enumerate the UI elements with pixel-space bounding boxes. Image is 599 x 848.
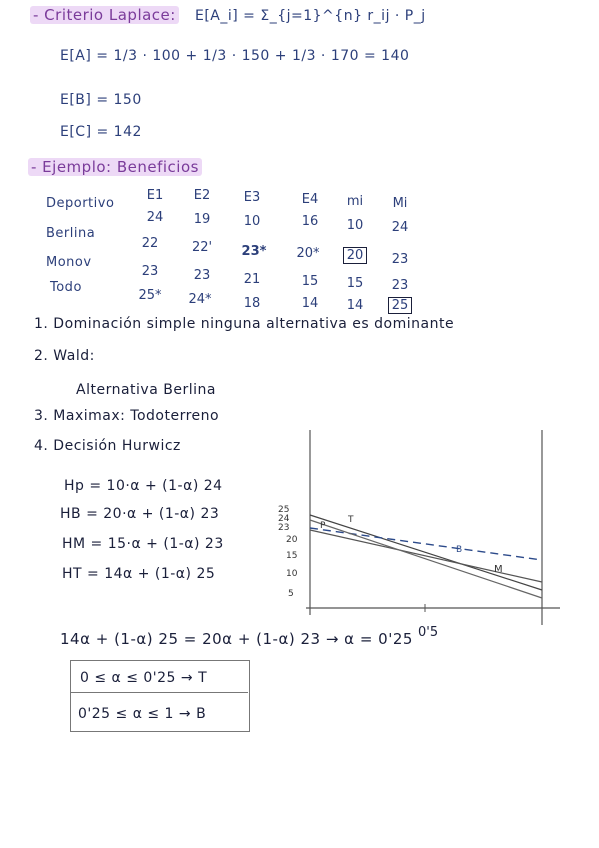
col-header: E4 — [301, 192, 319, 207]
hurwicz-graph — [270, 420, 570, 650]
cell: 14 — [346, 298, 364, 313]
y-tick: 25 — [278, 505, 290, 515]
cell: 22' — [191, 240, 213, 255]
line-label-t: T — [348, 515, 354, 525]
cell: 19 — [193, 212, 211, 227]
criterion-hurwicz: 4. Decisión Hurwicz — [34, 438, 181, 454]
cell: 23 — [193, 268, 211, 283]
line-t — [310, 515, 542, 590]
cell: 21 — [243, 272, 261, 287]
line-label-m: M — [494, 564, 503, 575]
hurwicz-m: HM = 15·α + (1-α) 23 — [62, 536, 224, 552]
y-tick: 23 — [278, 523, 290, 533]
criterion-maximax: 3. Maximax: Todoterreno — [34, 408, 220, 424]
row-name-berlina: Berlina — [46, 226, 96, 241]
y-tick: 24 — [278, 514, 290, 524]
row-name-monov: Monov — [46, 255, 92, 270]
line-m — [310, 530, 542, 582]
col-header: E1 — [146, 188, 164, 203]
col-header: mi — [346, 194, 364, 209]
laplace-line-b: E[B] = 150 — [60, 92, 142, 108]
cell: 10 — [243, 214, 261, 229]
cell-boxed: 20 — [335, 248, 375, 263]
cell: 20* — [296, 246, 320, 261]
cell: 18 — [243, 296, 261, 311]
x-tick-label: 0'5 — [418, 625, 439, 640]
cell: 23 — [391, 252, 409, 267]
line-p — [310, 520, 542, 598]
y-tick: 15 — [286, 551, 298, 561]
wald-result: Alternativa Berlina — [76, 382, 216, 398]
cell: 15 — [346, 276, 364, 291]
cell: 14 — [301, 296, 319, 311]
cell: 23 — [141, 264, 159, 279]
laplace-formula: E[A_i] = Σ_{j=1}^{n} r_ij · P_j — [195, 8, 426, 24]
cell: 23* — [241, 244, 267, 259]
laplace-line-a: E[A] = 1/3 · 100 + 1/3 · 150 + 1/3 · 170 = 140 — [60, 48, 410, 64]
cell: 15 — [301, 274, 319, 289]
y-tick: 10 — [286, 569, 298, 579]
result-divider — [70, 692, 248, 693]
hurwicz-t: HT = 14α + (1-α) 25 — [62, 566, 216, 582]
hurwicz-p: Hp = 10·α + (1-α) 24 — [64, 478, 223, 494]
col-header: E3 — [243, 190, 261, 205]
y-tick: 5 — [288, 589, 294, 599]
line-b-dashed — [310, 528, 542, 560]
cell: 22 — [141, 236, 159, 251]
laplace-line-c: E[C] = 142 — [60, 124, 142, 140]
cell: 10 — [346, 218, 364, 233]
cell-boxed: 25 — [380, 298, 420, 313]
cell: 23 — [391, 278, 409, 293]
cell: 24* — [188, 292, 212, 307]
y-tick: 20 — [286, 535, 298, 545]
row-name-deportivo: Deportivo — [46, 196, 115, 211]
row-name-todo: Todo — [50, 280, 82, 295]
line-label-p: P — [320, 521, 326, 531]
result-t: 0 ≤ α ≤ 0'25 → T — [80, 670, 208, 686]
cell: 25* — [138, 288, 162, 303]
intersection-equation: 14α + (1-α) 25 = 20α + (1-α) 23 → α = 0'25 — [60, 630, 413, 648]
cell: 24 — [391, 220, 409, 235]
line-label-b: B — [456, 545, 463, 555]
col-header: E2 — [193, 188, 211, 203]
criterion-wald: 2. Wald: — [34, 348, 95, 364]
laplace-heading: - Criterio Laplace: — [30, 6, 179, 24]
col-header: Mi — [392, 196, 408, 211]
result-b: 0'25 ≤ α ≤ 1 → B — [78, 706, 207, 722]
cell: 24 — [146, 210, 164, 225]
cell: 16 — [301, 214, 319, 229]
example-heading: - Ejemplo: Beneficios — [28, 158, 202, 176]
criterion-dominance: 1. Dominación simple ninguna alternativa es dominante — [34, 316, 455, 332]
hurwicz-b: HB = 20·α + (1-α) 23 — [60, 506, 220, 522]
